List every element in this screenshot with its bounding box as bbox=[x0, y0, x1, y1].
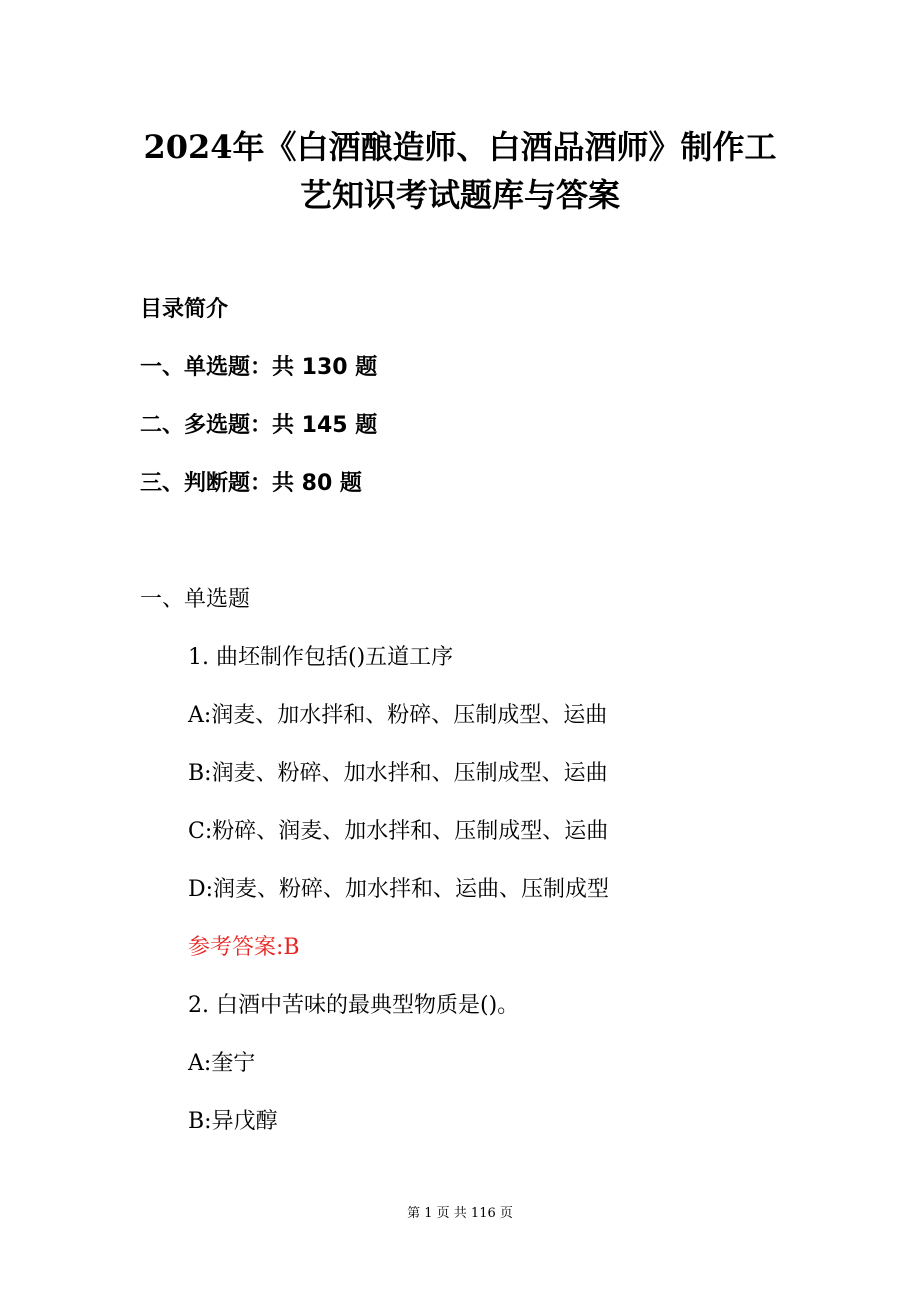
section-heading: 一、单选题 bbox=[140, 587, 251, 612]
question-1-option-c: C:粉碎、润麦、加水拌和、压制成型、运曲 bbox=[188, 819, 609, 844]
page-footer: 第 1 页 共 116 页 bbox=[407, 1206, 513, 1221]
question-1-option-b: B:润麦、粉碎、加水拌和、压制成型、运曲 bbox=[188, 761, 608, 786]
question-1-option-d: D:润麦、粉碎、加水拌和、运曲、压制成型 bbox=[188, 877, 610, 902]
question-1-option-a: A:润麦、加水拌和、粉碎、压制成型、运曲 bbox=[188, 703, 608, 728]
question-2-stem: 2. 白酒中苦味的最典型物质是()。 bbox=[188, 993, 520, 1018]
question-1-answer: 参考答案:B bbox=[188, 935, 300, 960]
toc-item-single-choice: 一、单选题：共 130 题 bbox=[140, 355, 378, 380]
question-2-option-a: A:奎宁 bbox=[188, 1051, 256, 1076]
question-1-stem: 1. 曲坯制作包括()五道工序 bbox=[188, 645, 454, 670]
document-title-line-2: 艺知识考试题库与答案 bbox=[299, 176, 620, 214]
document-title-line-1: 2024年《白酒酿造师、白酒品酒师》制作工 bbox=[143, 128, 777, 166]
toc-item-true-false: 三、判断题：共 80 题 bbox=[140, 471, 362, 496]
toc-heading: 目录简介 bbox=[140, 297, 229, 322]
toc-item-multiple-choice: 二、多选题：共 145 题 bbox=[140, 413, 378, 438]
question-2-option-b: B:异戊醇 bbox=[188, 1109, 278, 1134]
